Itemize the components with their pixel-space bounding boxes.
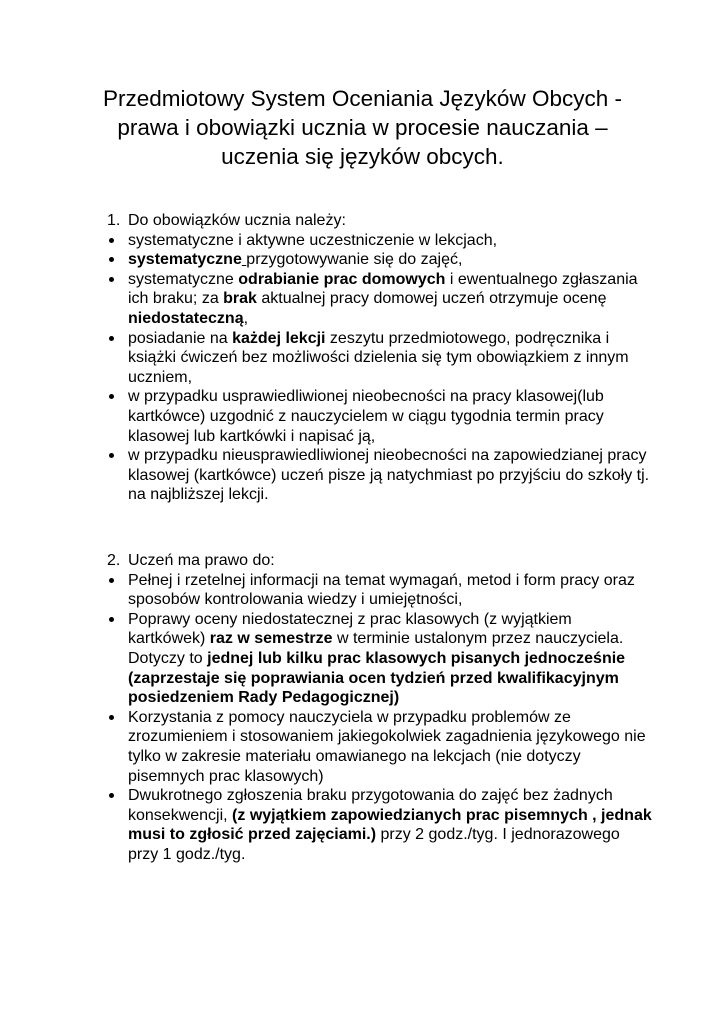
section-number: 2.	[107, 552, 121, 569]
section-heading-text: Uczeń ma prawo do:	[128, 552, 275, 569]
bold-text: odrabianie prac domowych	[238, 270, 446, 288]
list-item-text: w terminie ustalonym przez nauczyciela. Dotyczy to	[128, 630, 624, 667]
list-item	[107, 329, 652, 388]
title-line-2: prawa i obowiązki ucznia w procesie nauczania –	[117, 115, 608, 140]
list-item-text: Korzystania z pomocy nauczyciela w przypadku problemów ze zrozumieniem i stosowaniem jakiegokolwiek zagadnienia językowego nie tylko w zakresie materiału omawianego na lekcjach (nie dotyczy pisemnych prac klasowych)	[128, 708, 646, 785]
list-item	[107, 708, 652, 786]
list-item	[107, 231, 652, 251]
section-obligations	[107, 211, 652, 505]
section-heading	[107, 211, 652, 231]
list-item-text: aktualnej pracy domowej uczeń otrzymuje ocenę	[256, 290, 607, 308]
list-item-text: Dwukrotnego zgłoszenia braku przygotowania do zajęć bez żadnych konsekwencji,	[128, 787, 613, 824]
page-title	[60, 84, 665, 171]
bold-text: niedostateczną	[128, 309, 244, 327]
list-item	[107, 786, 652, 864]
list-item	[107, 387, 652, 446]
list-item	[107, 446, 652, 505]
title-line-1: Przedmiotowy System Oceniania Języków Obcych -	[103, 86, 622, 111]
list-item-text: i ewentualnego zgłaszania ich braku; za	[128, 270, 638, 308]
obligations-list	[107, 231, 652, 505]
section-rights	[107, 551, 652, 865]
list-item	[107, 610, 652, 708]
bold-text: każdej lekcji	[232, 329, 326, 347]
section-heading	[107, 551, 652, 571]
list-item-text: przy 2 godz./tyg. I jednorazowego przy 1 godz./tyg.	[128, 826, 620, 863]
rights-list	[107, 571, 652, 865]
list-item-text: Pełnej i rzetelnej informacji na temat wymagań, metod i form pracy oraz sposobów kontrolowania wiedzy i umiejętności,	[128, 571, 635, 609]
list-item-text: posiadanie na	[128, 329, 233, 347]
list-item-text: ,	[243, 309, 249, 327]
list-item	[107, 250, 652, 270]
section-heading-text: Do obowiązków ucznia należy:	[128, 212, 346, 229]
title-line-3: uczenia się języków obcych.	[221, 144, 504, 169]
list-item	[107, 270, 652, 329]
bold-text: raz w semestrze	[209, 630, 333, 648]
bold-text: (z wyjątkiem zapowiedzianych prac pisemnych , jednak musi to zgłosić przed zajęciami.)	[128, 806, 652, 844]
list-item-text: przygotowywanie się do zajęć,	[246, 251, 463, 269]
bold-text: jednej lub kilku prac klasowych pisanych jednocześnie (zaprzestaje się poprawiania ocen tydzień przed kwalifikacyjnym posiedzeniem Rady Pedagogicznej)	[128, 649, 626, 707]
section-number: 1.	[107, 212, 121, 229]
bold-text: systematyczne	[128, 251, 242, 269]
list-item-text: zeszytu przedmiotowego, podręcznika i książki ćwiczeń bez możliwości dzielenia się tym obowiązkiem z innym uczniem,	[128, 329, 629, 386]
list-item-text: w przypadku nieusprawiedliwionej nieobecności na zapowiedzianej pracy klasowej (kartkówce) uczeń pisze ją natychmiast po przyjściu do szkoły tj. na najbliższej lekcji.	[128, 447, 650, 504]
list-item-text: w przypadku usprawiedliwionej nieobecności na pracy klasowej(lub kartkówce) uzgodnić z nauczycielem w ciągu tygodnia termin pracy klasowej lub kartkówki i napisać ją,	[128, 388, 604, 445]
list-item-text: systematyczne i aktywne uczestniczenie w lekcjach,	[128, 231, 498, 249]
list-item-text: systematyczne	[128, 270, 239, 288]
list-item	[107, 571, 652, 610]
bold-text: brak	[223, 290, 257, 308]
list-item-text: Poprawy oceny niedostatecznej z prac klasowych (z wyjątkiem kartkówek)	[128, 610, 572, 648]
